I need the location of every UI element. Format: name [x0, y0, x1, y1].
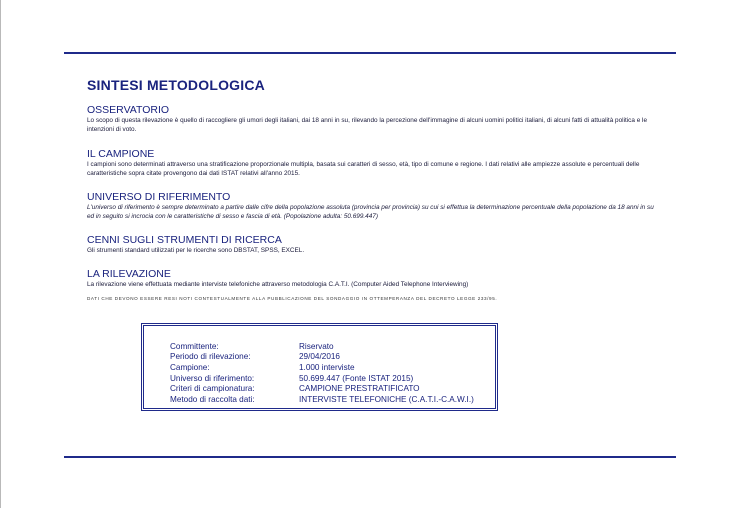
info-label: Metodo di raccolta dati:	[170, 395, 255, 404]
section-universo	[87, 191, 657, 221]
section-heading: CENNI SUGLI STRUMENTI DI RICERCA	[87, 234, 282, 246]
info-value: Riservato	[299, 342, 334, 351]
section-heading: OSSERVATORIO	[87, 104, 170, 116]
section-body: L'universo di riferimento è sempre determinato a partire dalle cifre della popolazione assoluta (provincia per provincia) su cui si effettua la determinazione percentuale della popolazione da 18 anni in su ed in seguito si incrocia con le caratteristiche di sesso e fascia di età. (Popolazione adulta: 50.699.447)	[87, 204, 654, 220]
section-strumenti	[87, 234, 657, 256]
section-body: La rilevazione viene effettuata mediante interviste telefoniche attraverso metodologia C.A.T.I. (Computer Aided Telephone Interviewing)	[87, 281, 469, 288]
info-label: Universo di riferimento:	[170, 374, 255, 383]
section-body: I campioni sono determinati attraverso una stratificazione proporzionale multipla, basata sui caratteri di sesso, età, tipo di comune e regione. I dati relativi alle ampiezze assolute e percentuali delle caratteristiche sopra citate provengono dai dati ISTAT relativi all'anno 2015.	[87, 161, 640, 177]
methodology-info-box	[141, 323, 498, 411]
section-heading: LA RILEVAZIONE	[87, 268, 171, 280]
section-body: Gli strumenti standard utilizzati per le ricerche sono DBSTAT, SPSS, EXCEL.	[87, 247, 305, 254]
info-value: 1.000 interviste	[299, 363, 355, 372]
info-label: Campione:	[170, 363, 210, 372]
info-value: 29/04/2016	[299, 352, 340, 361]
bottom-divider	[64, 456, 676, 458]
page-left-border	[0, 0, 1, 508]
info-label: Criteri di campionatura:	[170, 384, 255, 393]
info-label: Committente:	[170, 342, 219, 351]
document-title: SINTESI METODOLOGICA	[87, 77, 265, 93]
section-heading: IL CAMPIONE	[87, 148, 155, 160]
top-divider	[64, 52, 676, 54]
section-rilevazione	[87, 268, 657, 290]
info-value: 50.699.447 (Fonte ISTAT 2015)	[299, 374, 414, 383]
legal-note: DATI CHE DEVONO ESSERE RESI NOTI CONTESTUALMENTE ALLA PUBBLICAZIONE DEL SONDAGGIO IN OTTEMPERANZA DEL DECRETO LEGGE 233/95.	[87, 296, 498, 301]
section-heading: UNIVERSO DI RIFERIMENTO	[87, 191, 231, 203]
section-body: Lo scopo di questa rilevazione è quello di raccogliere gli umori degli italiani, dai 18 anni in su, rilevando la percezione dell'immagine di alcuni uomini politici italiani, di alcuni fatti di attualità politica e le intenzioni di voto.	[87, 117, 648, 133]
info-value: CAMPIONE PRESTRATIFICATO	[299, 384, 420, 393]
section-osservatorio	[87, 104, 657, 134]
section-campione	[87, 148, 657, 178]
info-label: Periodo di rilevazione:	[170, 352, 251, 361]
info-value: INTERVISTE TELEFONICHE (C.A.T.I.-C.A.W.I.)	[299, 395, 474, 404]
